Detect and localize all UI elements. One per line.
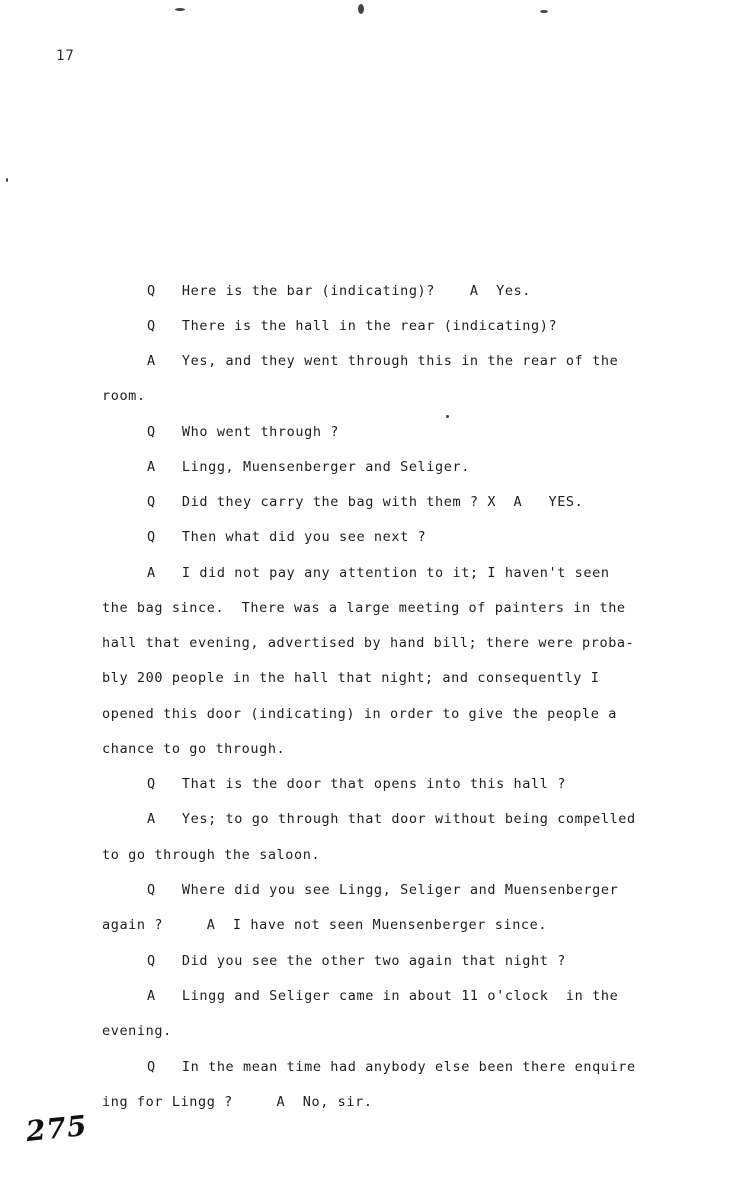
transcript-line: room. [102, 388, 146, 404]
transcript-line: A Lingg and Seliger came in about 11 o'clock in the [147, 988, 619, 1004]
page-number: 17 [56, 48, 75, 64]
scan-mark [358, 4, 364, 14]
handwritten-page-number: 275 [24, 1108, 90, 1149]
scan-mark [175, 8, 185, 11]
transcript-line: Q Did you see the other two again that night ? [147, 953, 566, 969]
transcript-line: ing for Lingg ? A No, sir. [102, 1094, 373, 1110]
transcript-line: Q Who went through ? [147, 424, 340, 440]
transcript-line: Q Did they carry the bag with them ? X A YES. [147, 494, 584, 510]
transcript-line: to go through the saloon. [102, 847, 321, 863]
transcript-line: Q In the mean time had anybody else been there enquire [147, 1059, 636, 1075]
transcript-line: Q Where did you see Lingg, Seliger and Muensenberger [147, 882, 619, 898]
transcript-line: A Yes; to go through that door without being compelled [147, 811, 636, 827]
transcript-line: Q Then what did you see next ? [147, 529, 427, 545]
ink-dot [446, 415, 449, 418]
transcript-line: A Lingg, Muensenberger and Seliger. [147, 459, 470, 475]
transcript-line: chance to go through. [102, 741, 286, 757]
transcript-line: the bag since. There was a large meeting of painters in the [102, 600, 626, 616]
transcript-line: again ? A I have not seen Muensenberger since. [102, 917, 548, 933]
transcript-line: evening. [102, 1023, 172, 1039]
scan-marks [0, 0, 735, 24]
transcript-line: A Yes, and they went through this in the rear of the [147, 353, 619, 369]
transcript-line: opened this door (indicating) in order to give the people a [102, 706, 617, 722]
transcript-line: Q There is the hall in the rear (indicating)? [147, 318, 558, 334]
transcript-line: A I did not pay any attention to it; I haven't seen [147, 565, 610, 581]
transcript-line: Q That is the door that opens into this hall ? [147, 776, 566, 792]
transcript-line: hall that evening, advertised by hand bill; there were proba- [102, 635, 635, 651]
edge-mark [6, 178, 8, 182]
scan-mark [540, 10, 548, 13]
transcript-line: Q Here is the bar (indicating)? A Yes. [147, 283, 532, 299]
transcript-line: bly 200 people in the hall that night; and consequently I [102, 670, 600, 686]
